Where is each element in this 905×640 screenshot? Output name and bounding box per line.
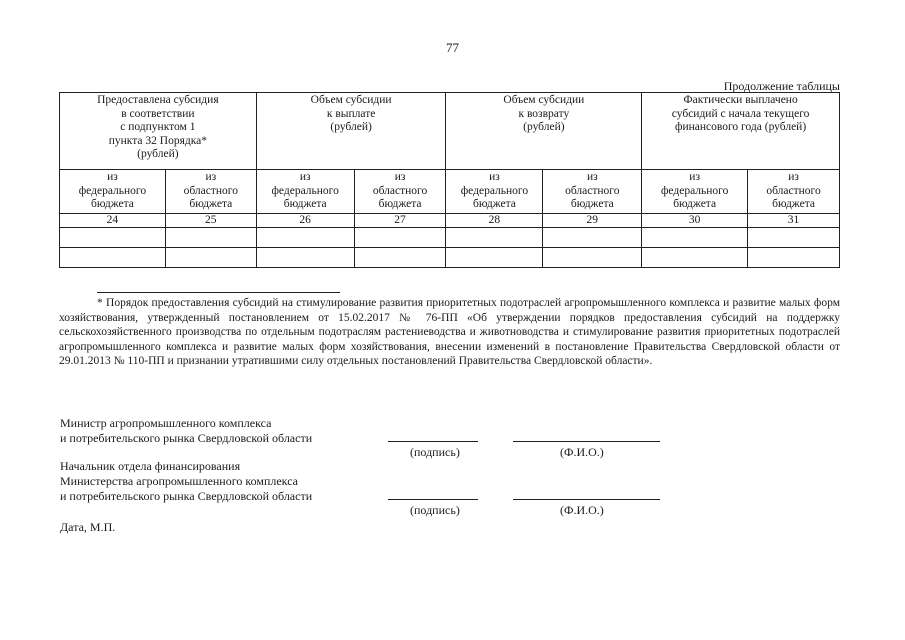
- column-number: 28: [446, 213, 543, 228]
- empty-cell: [543, 248, 642, 268]
- empty-cell: [60, 228, 166, 248]
- empty-cell: [60, 248, 166, 268]
- footnote: * Порядок предоставления субсидий на стимулирование развития приоритетных подотраслей агропромышленного комплекса и развитие малых форм хозяйствования, утвержденный постановлением от 15.02.2017 № 76-ПП «Об утверждении порядков предоставления субсидий на поддержку сельскохозяйственного производства по отдельным подотраслям растениеводства и животноводства и стимулирование развития приоритетных подотраслей агропромышленного комплекса и развитие малых форм хозяйствования, внесении изменений в постановление Правительства Свердловской области от 29.01.2013 № 110-ПП и признании утратившими силу отдельных постановлений Правительства Свердловской области».: [59, 297, 840, 367]
- header-subsidy-to-return: Объем субсидии к возврату (рублей): [446, 93, 642, 170]
- subheader-federal: из федерального бюджета: [60, 170, 166, 214]
- empty-cell: [354, 228, 446, 248]
- page-number: 77: [446, 40, 459, 55]
- empty-cell: [256, 248, 354, 268]
- empty-cell: [256, 228, 354, 248]
- empty-cell: [165, 228, 256, 248]
- subheader-regional: из областного бюджета: [543, 170, 642, 214]
- subheader-federal: из федерального бюджета: [642, 170, 748, 214]
- minister-name-line: [513, 441, 660, 442]
- column-number: 26: [256, 213, 354, 228]
- date-stamp-label: Дата, М.П.: [60, 520, 116, 534]
- header-subsidy-to-pay: Объем субсидии к выплате (рублей): [256, 93, 446, 170]
- empty-cell: [165, 248, 256, 268]
- table-row: [60, 228, 840, 248]
- column-number: 31: [748, 213, 840, 228]
- empty-cell: [642, 248, 748, 268]
- minister-signature-line: [388, 441, 478, 442]
- finance-head-signature-line: [388, 499, 478, 500]
- empty-cell: [748, 248, 840, 268]
- finance-head-name-line: [513, 499, 660, 500]
- empty-cell: [748, 228, 840, 248]
- finance-head-name-caption: (Ф.И.О.): [560, 503, 604, 517]
- empty-cell: [543, 228, 642, 248]
- subsidy-table: [59, 92, 840, 268]
- table-continuation-label: Продолжение таблицы: [723, 79, 840, 93]
- column-number: 25: [165, 213, 256, 228]
- finance-head-signature-caption: (подпись): [410, 503, 460, 517]
- header-actually-paid: Фактически выплачено субсидий с начала текущего финансового года (рублей): [642, 93, 840, 170]
- finance-head-title: Начальник отдела финансирования Министерства агропромышленного комплекса и потребительского рынка Свердловской области: [60, 459, 313, 503]
- minister-signature-caption: (подпись): [410, 445, 460, 459]
- empty-cell: [446, 228, 543, 248]
- empty-cell: [354, 248, 446, 268]
- header-provided-subsidy: Предоставлена субсидия в соответствии с подпунктом 1 пункта 32 Порядка* (рублей): [60, 93, 257, 170]
- column-number: 29: [543, 213, 642, 228]
- subheader-regional: из областного бюджета: [165, 170, 256, 214]
- column-number: 27: [354, 213, 446, 228]
- empty-cell: [642, 228, 748, 248]
- column-number: 24: [60, 213, 166, 228]
- empty-cell: [446, 248, 543, 268]
- column-number: 30: [642, 213, 748, 228]
- subheader-regional: из областного бюджета: [354, 170, 446, 214]
- minister-title: Министр агропромышленного комплекса и потребительского рынка Свердловской области: [60, 416, 313, 445]
- subheader-federal: из федерального бюджета: [446, 170, 543, 214]
- table-row: [60, 248, 840, 268]
- footnote-divider: [97, 292, 340, 293]
- minister-name-caption: (Ф.И.О.): [560, 445, 604, 459]
- subheader-regional: из областного бюджета: [748, 170, 840, 214]
- subheader-federal: из федерального бюджета: [256, 170, 354, 214]
